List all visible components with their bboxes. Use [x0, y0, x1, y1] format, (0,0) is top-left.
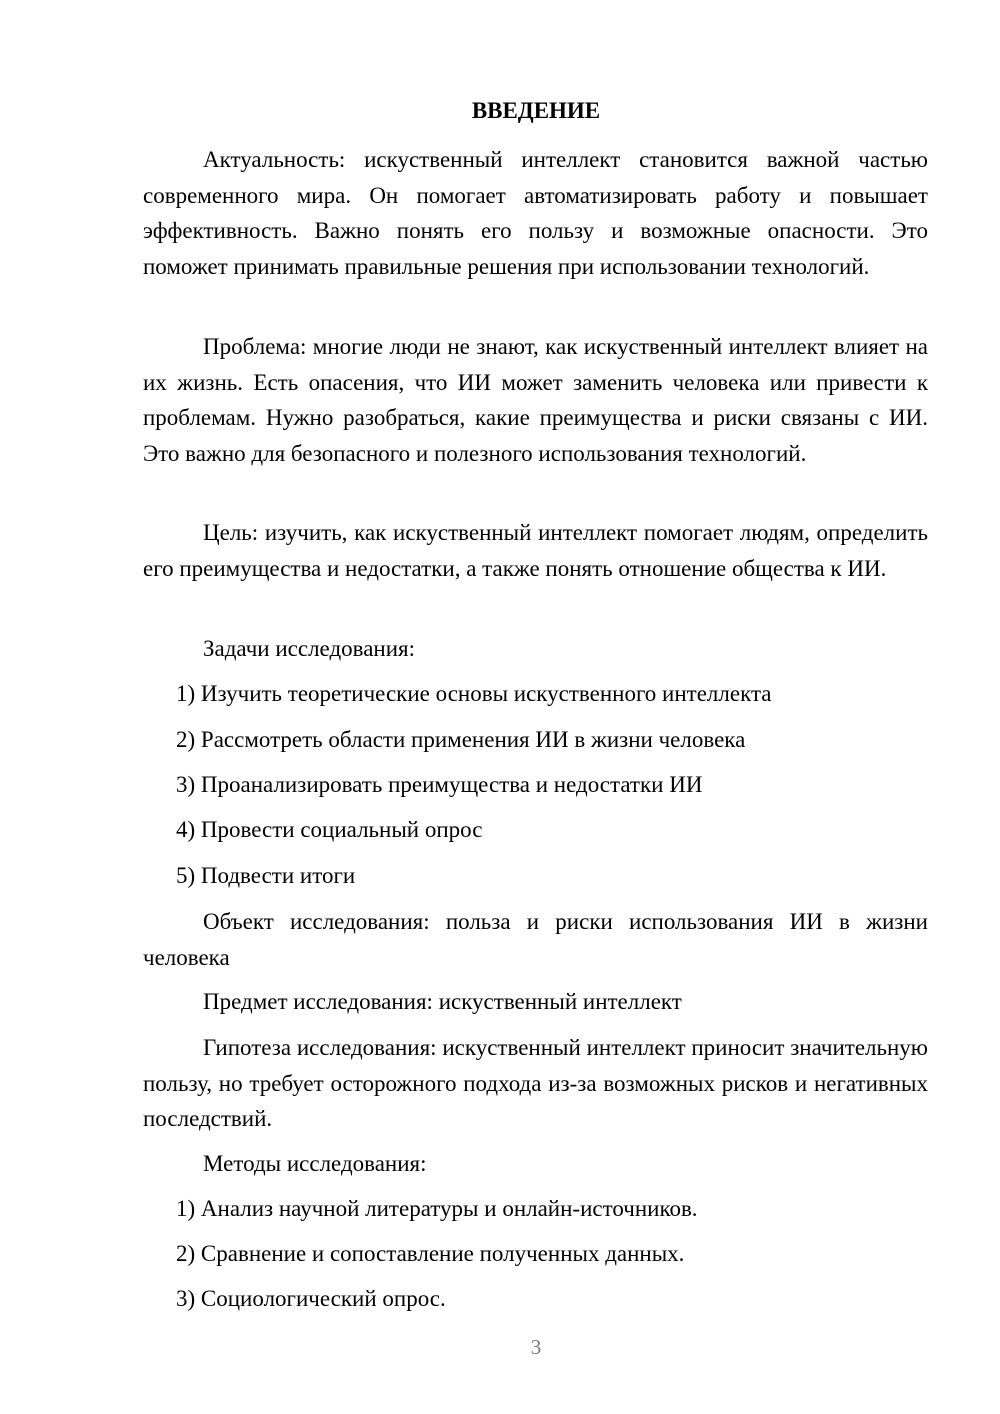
section-title: ВВЕДЕНИЕ: [471, 98, 601, 123]
method-item: 2) Сравнение и сопоставление полученных данных.: [176, 1241, 685, 1266]
task-item: 5) Подвести итоги: [176, 863, 356, 888]
task-item: 3) Проанализировать преимущества и недостатки ИИ: [176, 772, 703, 797]
paragraph-actuality: Актуальность: искуственный интеллект становится важной частью современного мира. Он помогает автоматизировать работу и повышает эффективность. Важно понять его пользу и возможные опасности. Это поможет принимать правильные решения при использовании технологий.: [143, 147, 928, 279]
task-item: 4) Провести социальный опрос: [176, 817, 483, 842]
tasks-heading: Задачи исследования:: [203, 636, 416, 661]
paragraph-subject: Предмет исследования: искуственный интеллект: [203, 989, 682, 1014]
method-item: 3) Социологический опрос.: [176, 1286, 446, 1311]
method-item: 1) Анализ научной литературы и онлайн-источников.: [176, 1196, 698, 1221]
page-number: 3: [530, 1335, 542, 1359]
paragraph-hypothesis: Гипотеза исследования: искуственный интеллект приносит значительную пользу, но требует осторожного подхода из-за возможных рисков и негативных последствий.: [143, 1035, 928, 1131]
task-item: 1) Изучить теоретические основы искуственного интеллекта: [176, 681, 772, 706]
methods-heading: Методы исследования:: [203, 1151, 427, 1176]
task-item: 2) Рассмотреть области применения ИИ в жизни человека: [176, 727, 746, 752]
paragraph-problem: Проблема: многие люди не знают, как искуственный интеллект влияет на их жизнь. Есть опасения, что ИИ может заменить человека или привести к проблемам. Нужно разобраться, какие преимущества и риски связаны с ИИ. Это важно для безопасного и полезного использования технологий.: [143, 334, 928, 466]
paragraph-goal: Цель: изучить, как искуственный интеллект помогает людям, определить его преимущества и недостатки, а также понять отношение общества к ИИ.: [143, 520, 928, 581]
paragraph-object: Объект исследования: польза и риски использования ИИ в жизни человека: [143, 909, 928, 970]
